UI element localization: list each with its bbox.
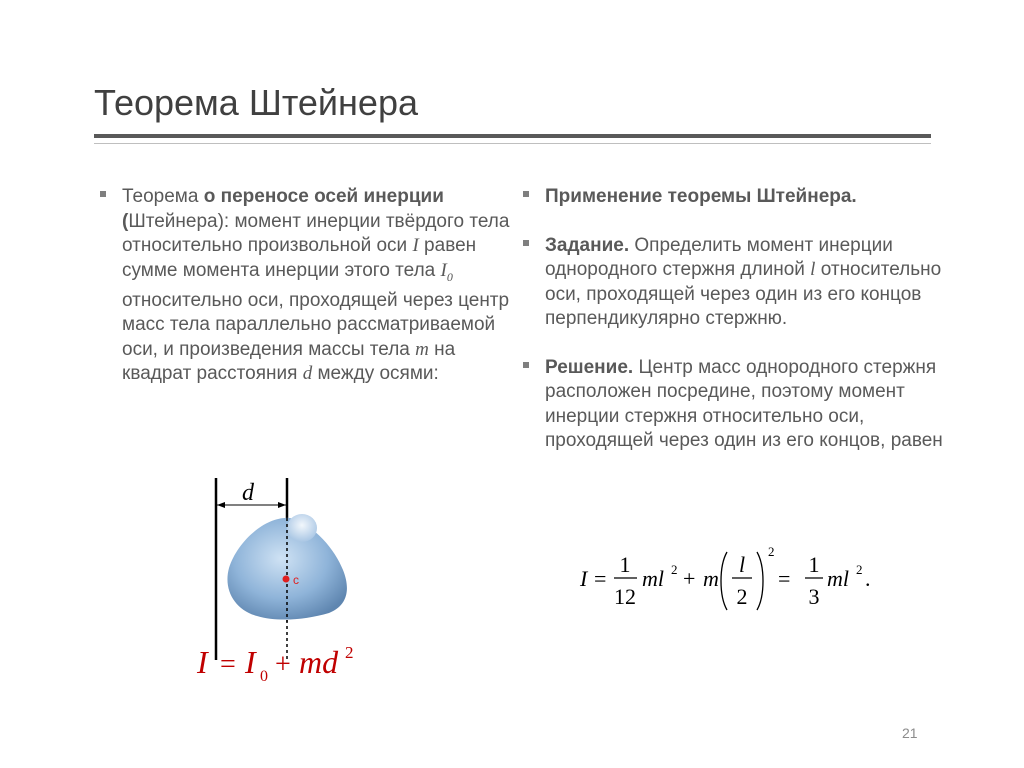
- task-paragraph: [523, 234, 943, 332]
- symbol-I0-sub: 0: [446, 269, 453, 284]
- steiner-figure: [195, 470, 375, 690]
- title-rule-thick: [94, 134, 931, 138]
- symbol-I0-base: I: [440, 259, 447, 281]
- solution-label: Решение.: [545, 356, 634, 378]
- heading-text: Применение теоремы Штейнера.: [545, 186, 857, 207]
- formula-ml: ml: [642, 566, 664, 591]
- symbol-I: I: [412, 235, 419, 256]
- symbol-d: d: [302, 363, 313, 385]
- fraction-2-numerator: l: [738, 552, 746, 577]
- formula-squared-2: 2: [768, 544, 775, 559]
- fraction-1-denominator: 12: [614, 584, 636, 609]
- formula-period: .: [865, 566, 871, 591]
- fraction-2-denominator: 2: [736, 584, 748, 609]
- task-label: Задание.: [545, 234, 630, 256]
- formula-equals-2: =: [778, 566, 791, 591]
- formula-equals: =: [220, 649, 236, 680]
- symbol-I0: [440, 259, 453, 284]
- paren-left: [721, 552, 727, 610]
- page-number: 21: [902, 725, 918, 741]
- label-d: d: [242, 480, 254, 506]
- text-bold: о переносе осей инерции: [203, 186, 444, 207]
- formula-md: md: [299, 644, 339, 680]
- fraction-3-denominator: 3: [808, 584, 820, 609]
- formula-plus: +: [683, 566, 696, 591]
- theorem-paragraph: [100, 185, 512, 387]
- text: равен сумме момента инерции этого тела: [122, 235, 477, 281]
- text: ): момент инерции твёрдого тела относительно произвольной оси: [122, 210, 510, 256]
- steiner-formula: [196, 643, 354, 685]
- slide-title: Теорема Штейнера: [94, 82, 418, 123]
- rigid-body-bump: [287, 514, 317, 542]
- formula-I: I: [197, 644, 208, 680]
- text: между осями:: [312, 363, 439, 385]
- text-bold: (: [122, 210, 129, 232]
- center-of-mass-dot: [283, 576, 290, 583]
- bullet-marker: [523, 240, 529, 246]
- formula-squared-3: 2: [856, 562, 863, 577]
- arrowhead-right: [278, 502, 286, 508]
- title-rule-thin: [94, 143, 931, 144]
- label-c: c: [293, 573, 299, 587]
- bullet-marker: [523, 191, 529, 197]
- formula-I0-sub: 0: [260, 668, 268, 685]
- symbol-m: m: [415, 338, 429, 360]
- text: относительно оси, проходящей через один из его концов перпендикулярно стержню.: [545, 259, 942, 329]
- solution-paragraph: [523, 356, 943, 454]
- bullet-marker: [100, 191, 106, 197]
- symbol-l: l: [810, 259, 816, 280]
- text: Штейнера: [128, 210, 218, 232]
- bullet-marker: [523, 362, 529, 368]
- formula-ml-2: ml: [827, 566, 849, 591]
- formula-plus: +: [275, 649, 291, 680]
- formula-m: m: [703, 566, 719, 591]
- text: Определить момент инерции однородного стержня длиной: [545, 234, 893, 280]
- text: на квадрат расстояния: [122, 338, 456, 385]
- left-column: [100, 185, 512, 387]
- fraction-1-numerator: 1: [619, 552, 631, 577]
- right-column: [523, 185, 943, 454]
- application-heading: [523, 185, 943, 210]
- text: Центр масс однородного стержня расположен посредине, поэтому момент инерции стержня относительно оси, проходящей через один из его концов, равен: [545, 356, 943, 451]
- fraction-3-numerator: 1: [808, 552, 820, 577]
- formula-squared-1: 2: [671, 562, 678, 577]
- text: относительно оси, проходящей через центр масс тела параллельно рассматриваемой оси, и произведения массы тела: [122, 289, 510, 360]
- rod-moment-formula: [575, 540, 895, 620]
- formula-squared: 2: [345, 643, 354, 662]
- arrowhead-left: [217, 502, 225, 508]
- paren-right: [757, 552, 763, 610]
- formula-equals-1: =: [594, 566, 607, 591]
- formula-I0: I: [245, 644, 256, 680]
- text: Теорема: [122, 186, 204, 207]
- formula-I: I: [580, 566, 588, 591]
